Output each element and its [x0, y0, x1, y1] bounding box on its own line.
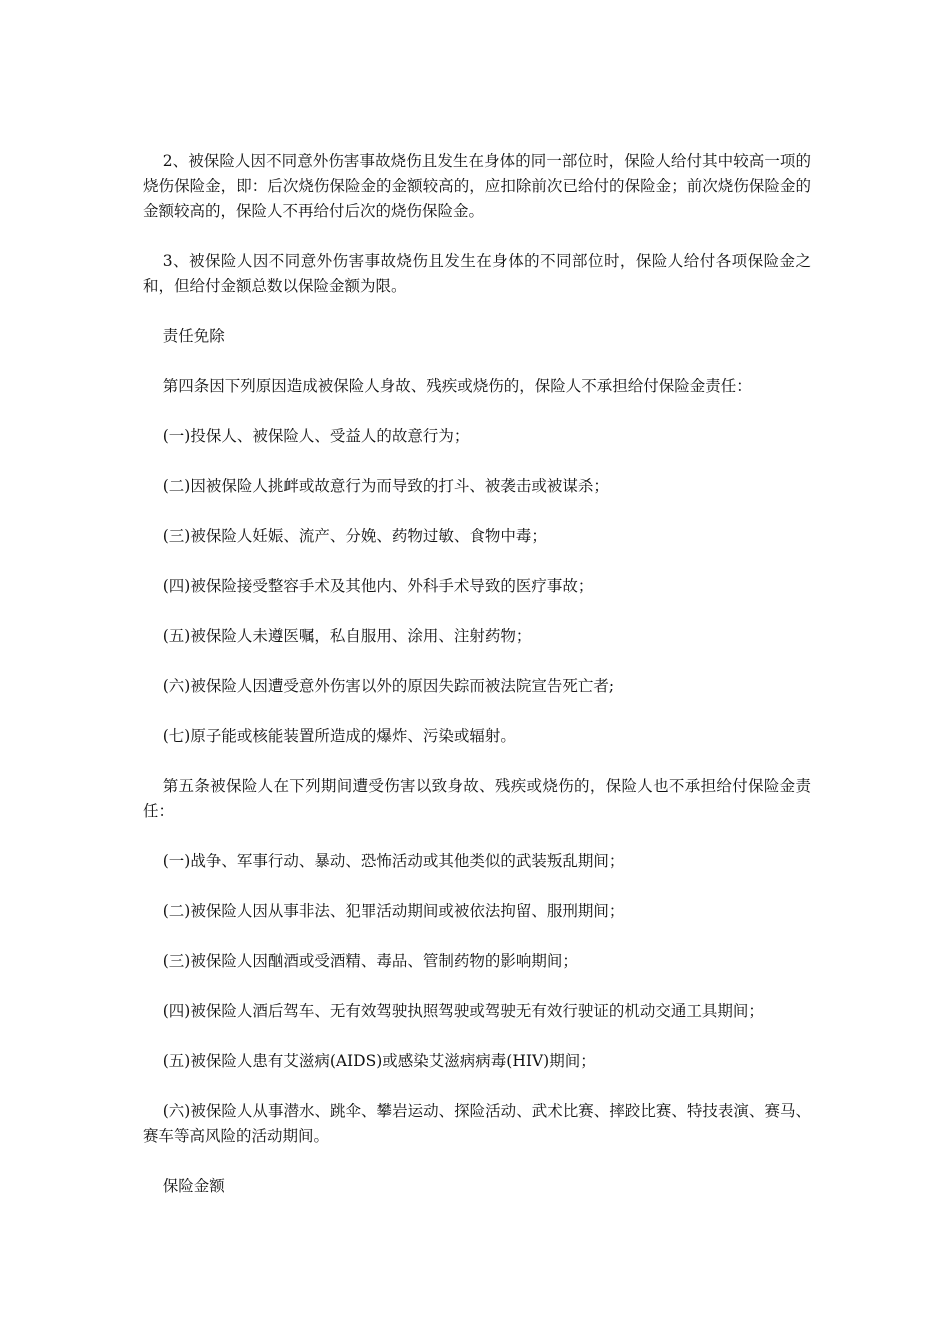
article-5-item-5: (五)被保险人患有艾滋病(AIDS)或感染艾滋病病毒(HIV)期间； [162, 1052, 596, 1070]
article-4-item-1: (一)投保人、被保险人、受益人的故意行为； [162, 427, 470, 445]
article-4-item-5: (五)被保险人未遵医嘱，私自服用、涂用、注射药物； [162, 627, 532, 645]
article-4-item-2: (二)因被保险人挑衅或故意行为而导致的打斗、被袭击或被谋杀； [162, 477, 609, 495]
document-body [143, 149, 811, 1224]
article-4-item-6: (六)被保险人因遭受意外伤害以外的原因失踪而被法院宣告死亡者; [162, 677, 615, 695]
article-5-item-4: (四)被保险人酒后驾车、无有效驾驶执照驾驶或驾驶无有效行驶证的机动交通工具期间； [162, 1002, 764, 1020]
article-4-item-3: (三)被保险人妊娠、流产、分娩、药物过敏、食物中毒； [162, 527, 547, 545]
paragraph-different-part-burn: 3、被保险人因不同意外伤害事故烧伤且发生在身体的不同部位时，保险人给付各项保险金之和，但给付金额总数以保险金额为限。 [143, 252, 811, 295]
article-5-item-3: (三)被保险人因酗酒或受酒精、毒品、管制药物的影响期间； [162, 952, 578, 970]
article-5-item-6: (六)被保险人从事潜水、跳伞、攀岩运动、探险活动、武术比赛、摔跤比赛、特技表演、赛马、赛车等高风险的活动期间。 [143, 1102, 811, 1145]
paragraph-same-part-burn: 2、被保险人因不同意外伤害事故烧伤且发生在身体的同一部位时，保险人给付其中较高一项的烧伤保险金，即：后次烧伤保险金的金额较高的，应扣除前次已给付的保险金；前次烧伤保险金的金额较高的，保险人不再给付后次的烧伤保险金。 [143, 152, 811, 220]
section-heading-sum-insured: 保险金额 [162, 1177, 225, 1195]
article-4-intro: 第四条因下列原因造成被保险人身故、残疾或烧伤的，保险人不承担给付保险金责任： [162, 377, 752, 395]
article-5-intro: 第五条被保险人在下列期间遭受伤害以致身故、残疾或烧伤的，保险人也不承担给付保险金责任： [143, 777, 811, 820]
article-4-item-4: (四)被保险接受整容手术及其他内、外科手术导致的医疗事故； [162, 577, 594, 595]
article-5-item-1: (一)战争、军事行动、暴动、恐怖活动或其他类似的武装叛乱期间； [162, 852, 625, 870]
article-5-item-2: (二)被保险人因从事非法、犯罪活动期间或被依法拘留、服刑期间； [162, 902, 625, 920]
section-heading-exclusions: 责任免除 [162, 327, 225, 345]
article-4-item-7: (七)原子能或核能装置所造成的爆炸、污染或辐射。 [162, 727, 516, 745]
